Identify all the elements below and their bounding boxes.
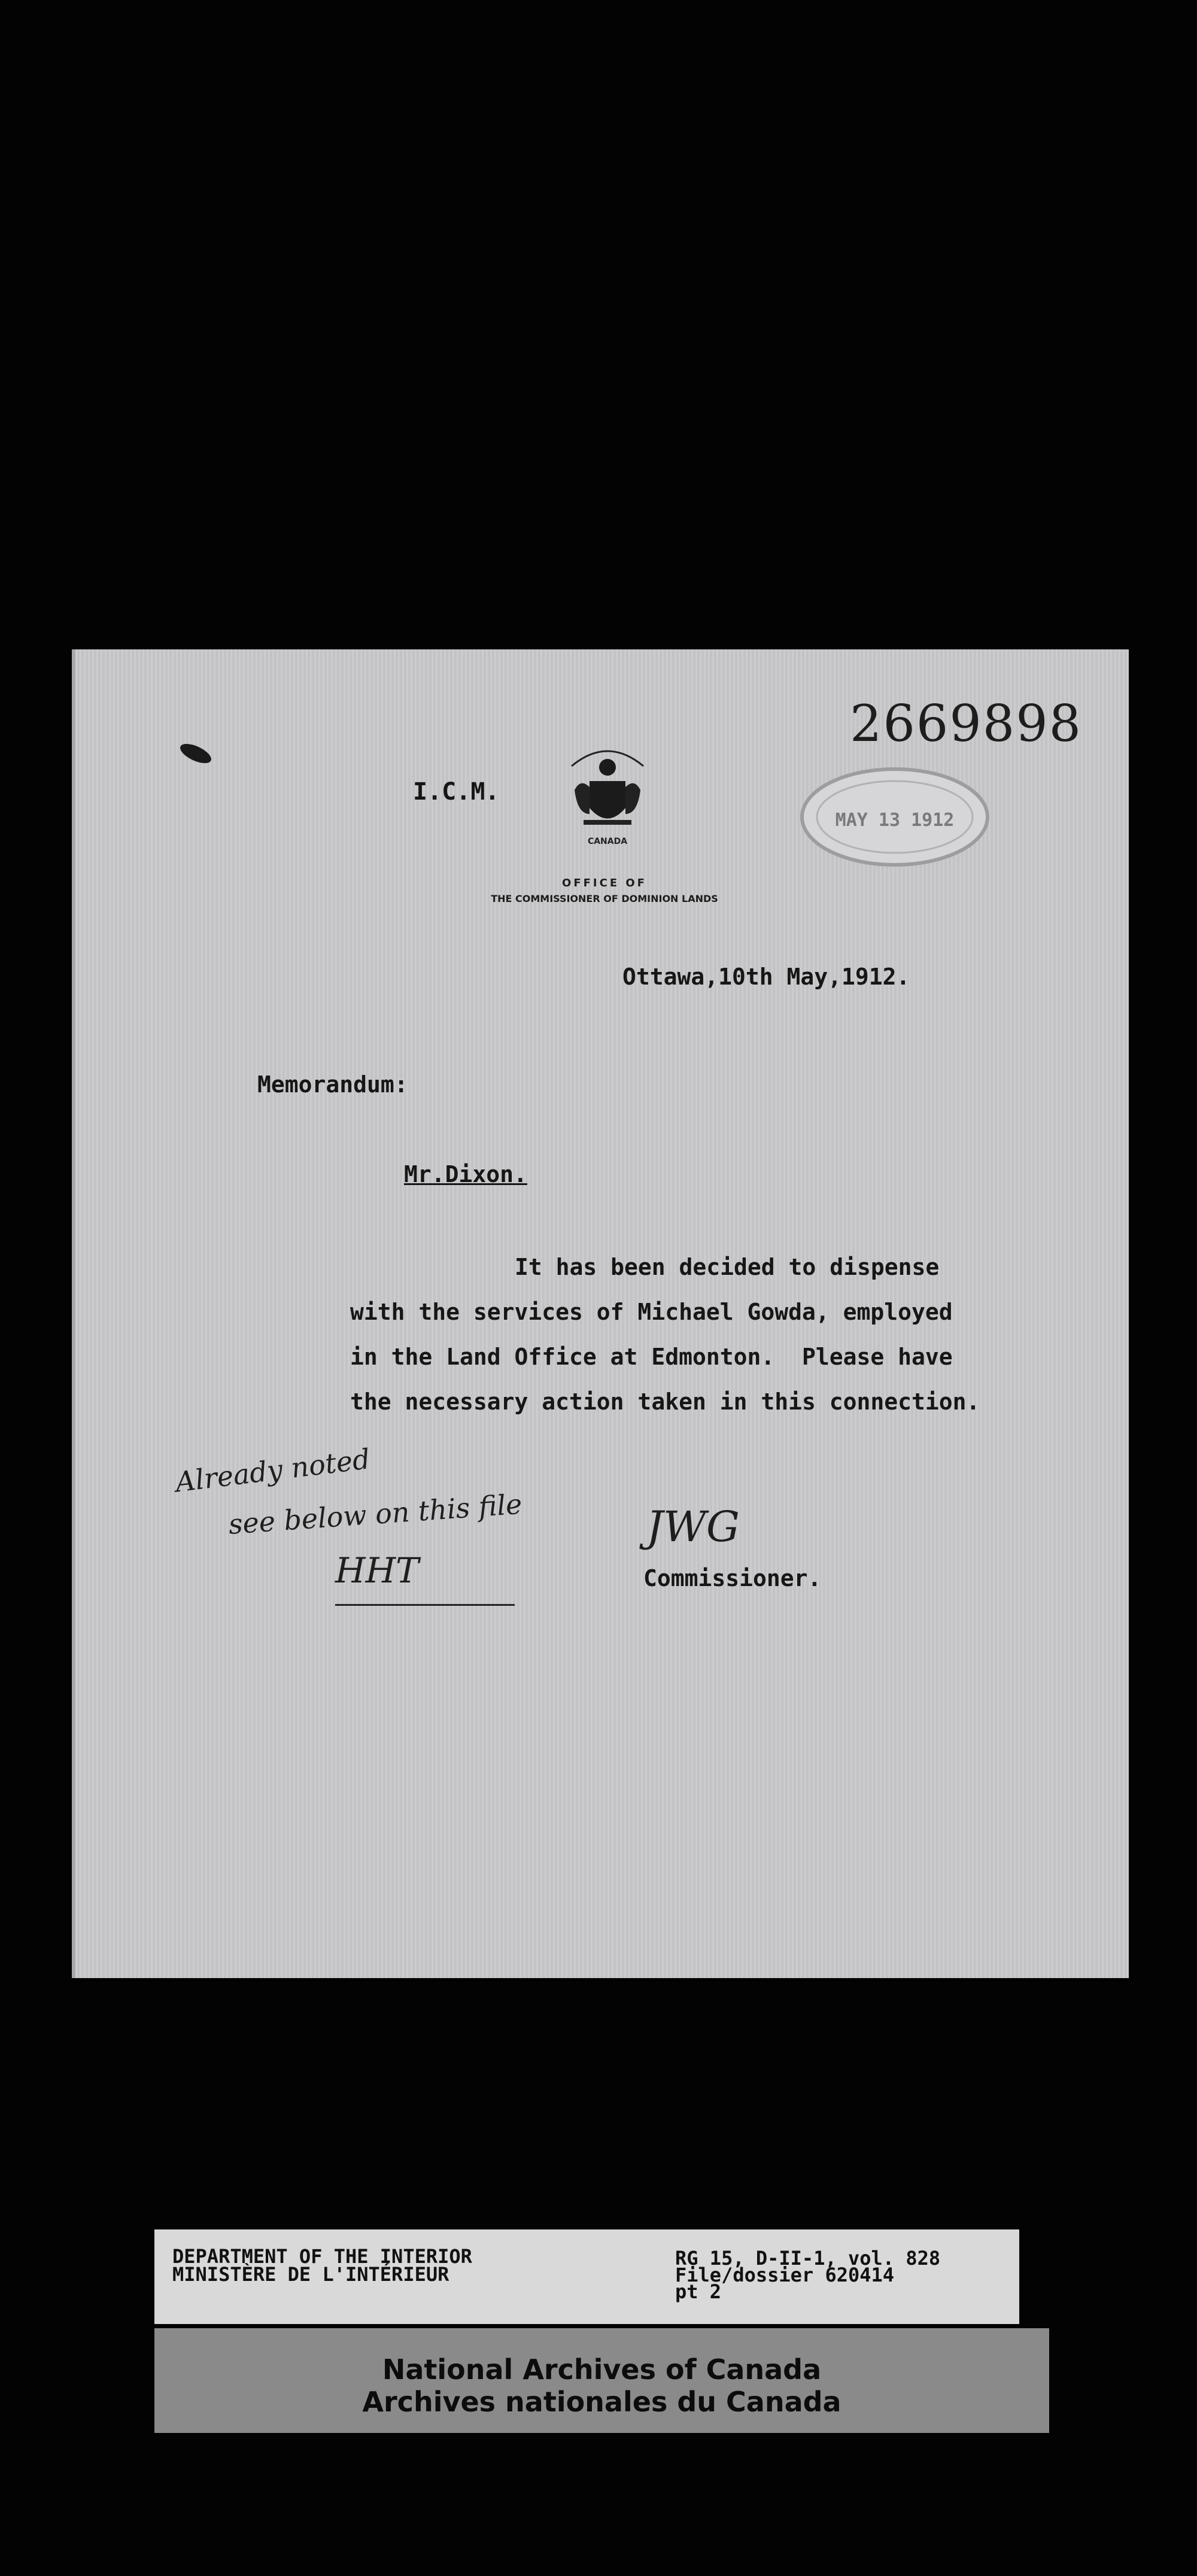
department-crest-seal bbox=[548, 730, 667, 850]
banner-english: National Archives of Canada bbox=[382, 2353, 822, 2386]
archive-banner bbox=[154, 2328, 1049, 2433]
signature-title: Commissioner. bbox=[643, 1565, 822, 1591]
commissioner-signature: JWG bbox=[646, 1502, 740, 1551]
handwritten-initials: HHT bbox=[335, 1550, 419, 1591]
body-line-3: in the Land Office at Edmonton. Please have bbox=[350, 1344, 953, 1370]
banner-french: Archives nationales du Canada bbox=[362, 2386, 841, 2418]
svg-text:CANADA: CANADA bbox=[587, 837, 628, 846]
label-reference bbox=[675, 2247, 941, 2303]
svg-text:MAY 13 1912: MAY 13 1912 bbox=[835, 810, 955, 831]
body-line-1: It has been decided to dispense bbox=[515, 1254, 940, 1280]
label-department bbox=[172, 2245, 472, 2286]
paper-tear-mark bbox=[175, 741, 217, 766]
label-department-en: DEPARTMENT OF THE INTERIOR bbox=[172, 2245, 472, 2268]
reference-code: I.C.M. bbox=[413, 778, 500, 806]
office-letterhead bbox=[455, 877, 754, 904]
label-file-number: File/dossier 620414 bbox=[675, 2264, 895, 2286]
file-number-stamp: 2669898 bbox=[850, 694, 1083, 753]
office-line-2: THE COMMISSIONER OF DOMINION LANDS bbox=[491, 893, 718, 904]
body-line-4: the necessary action taken in this connection. bbox=[350, 1389, 980, 1415]
handwritten-note-line-1: Already noted bbox=[174, 1442, 372, 1499]
handwritten-note-line-2: see below on this file bbox=[227, 1487, 523, 1541]
label-department-fr: MINISTÈRE DE L'INTÉRIEUR bbox=[172, 2263, 449, 2286]
body-line-2: with the services of Michael Gowda, employed bbox=[350, 1299, 953, 1325]
office-line-1: OFFICE OF bbox=[562, 877, 647, 889]
archive-reference-label bbox=[154, 2229, 1019, 2324]
label-record-group: RG 15, D-II-1, vol. 828 bbox=[675, 2247, 941, 2270]
memo-heading: Memorandum: bbox=[257, 1071, 408, 1098]
date-line: Ottawa,10th May,1912. bbox=[622, 964, 910, 990]
addressee: Mr.Dixon. bbox=[404, 1161, 527, 1187]
label-part: pt 2 bbox=[675, 2280, 722, 2303]
handwritten-underline bbox=[335, 1604, 515, 1606]
received-date-stamp bbox=[796, 760, 994, 874]
